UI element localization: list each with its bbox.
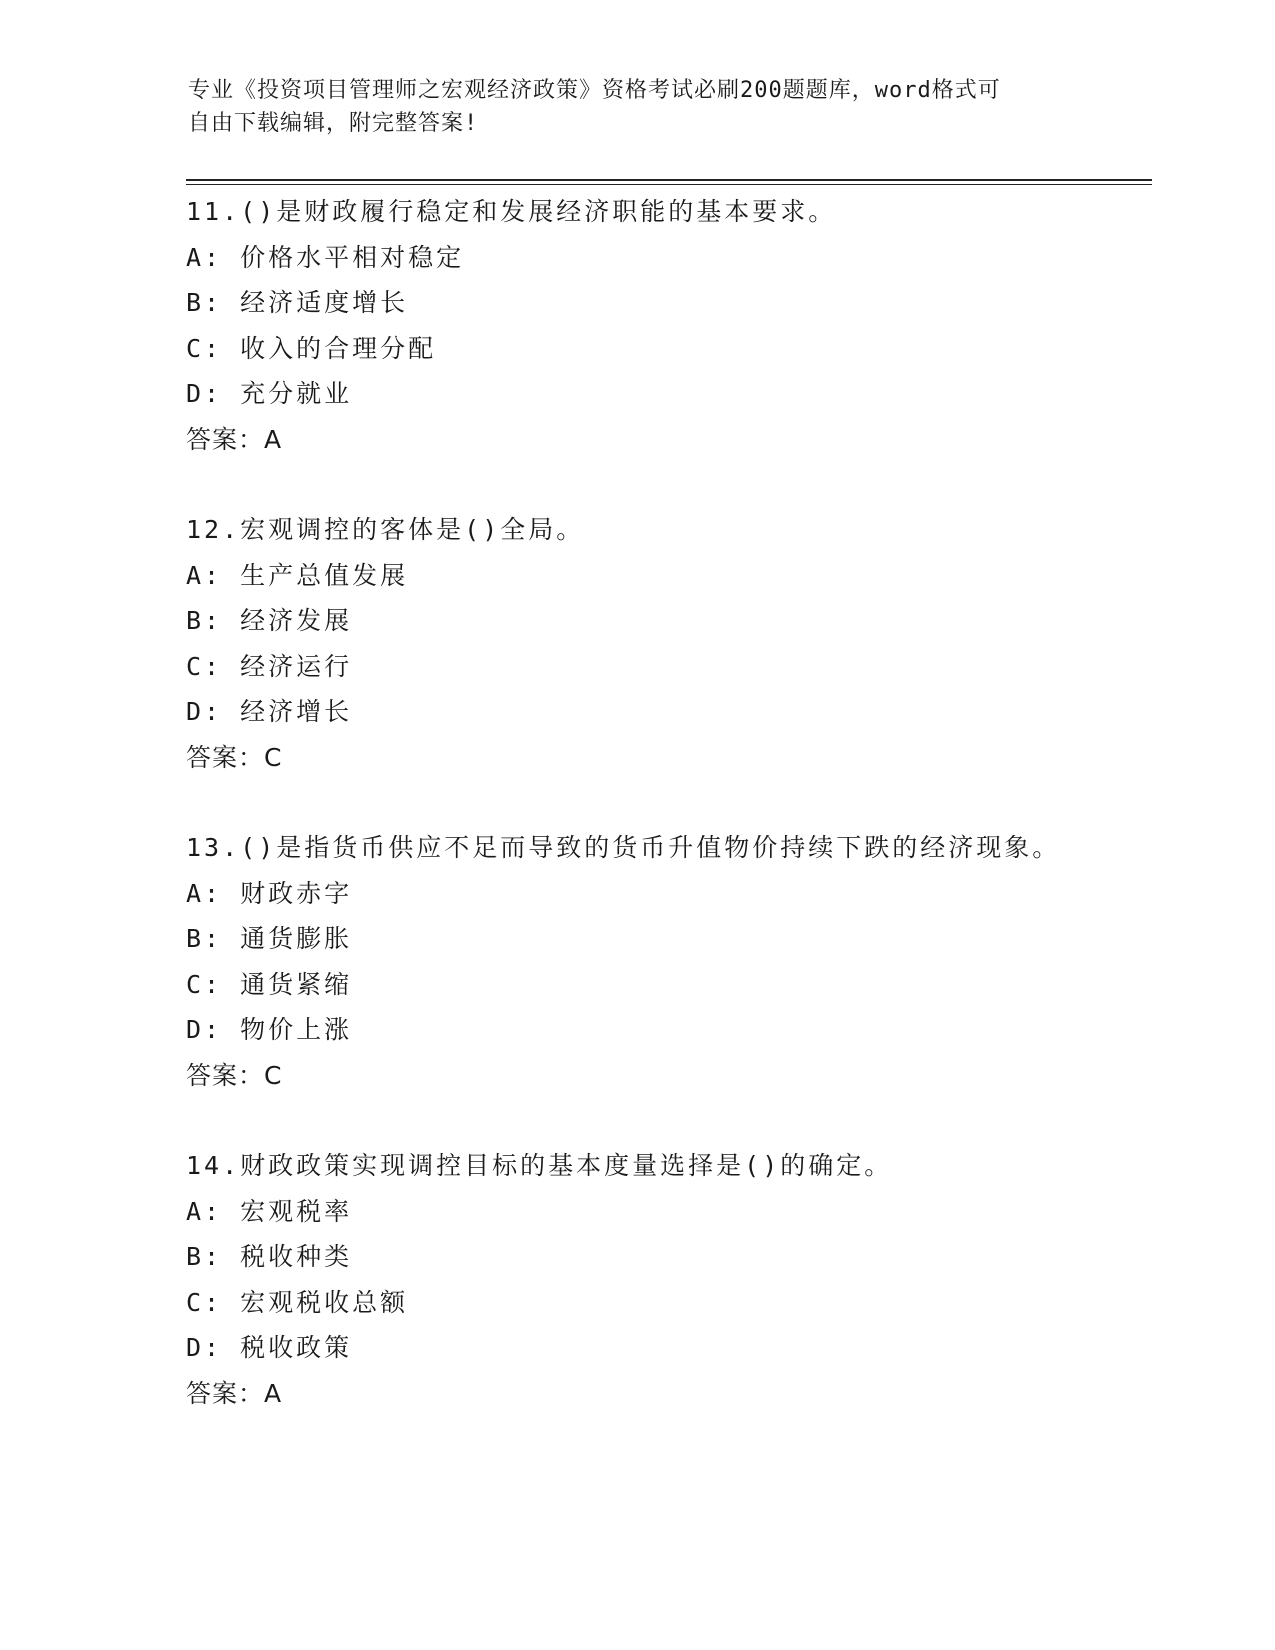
option-b: B: 经济发展 (186, 606, 353, 636)
option-d: D: 税收政策 (186, 1333, 353, 1363)
question-12 (186, 507, 1186, 825)
header-line-1: 专业《投资项目管理师之宏观经济政策》资格考试必刷200题题库，word格式可 (188, 78, 1001, 103)
option-c: C: 收入的合理分配 (186, 333, 437, 363)
header-line-2: 自由下载编辑，附完整答案! (188, 111, 479, 136)
question-13 (186, 825, 1186, 1143)
header-divider (186, 179, 1152, 185)
answer-line: 答案：A (186, 1378, 283, 1408)
option-a: A: 价格水平相对稳定 (186, 242, 465, 272)
answer-line: 答案：C (186, 1060, 283, 1090)
question-stem: 13.()是指货币供应不足而导致的货币升值物价持续下跌的经济现象。 (186, 833, 1061, 862)
option-b: B: 税收种类 (186, 1242, 353, 1272)
question-stem: 12.宏观调控的客体是()全局。 (186, 515, 585, 544)
document-header (188, 74, 1088, 140)
question-list (186, 189, 1186, 1461)
option-d: D: 充分就业 (186, 379, 353, 409)
answer-line: 答案：C (186, 742, 283, 772)
option-d: D: 经济增长 (186, 697, 353, 727)
option-d: D: 物价上涨 (186, 1015, 353, 1045)
option-a: A: 宏观税率 (186, 1196, 353, 1226)
question-stem: 11.()是财政履行稳定和发展经济职能的基本要求。 (186, 197, 837, 226)
option-a: A: 生产总值发展 (186, 560, 409, 590)
option-b: B: 通货膨胀 (186, 924, 353, 954)
option-b: B: 经济适度增长 (186, 288, 409, 318)
option-c: C: 通货紧缩 (186, 969, 353, 999)
option-c: C: 宏观税收总额 (186, 1287, 409, 1317)
option-c: C: 经济运行 (186, 651, 353, 681)
answer-line: 答案：A (186, 424, 283, 454)
question-11 (186, 189, 1186, 507)
option-a: A: 财政赤字 (186, 878, 353, 908)
question-14 (186, 1143, 1186, 1461)
question-stem: 14.财政政策实现调控目标的基本度量选择是()的确定。 (186, 1151, 893, 1180)
